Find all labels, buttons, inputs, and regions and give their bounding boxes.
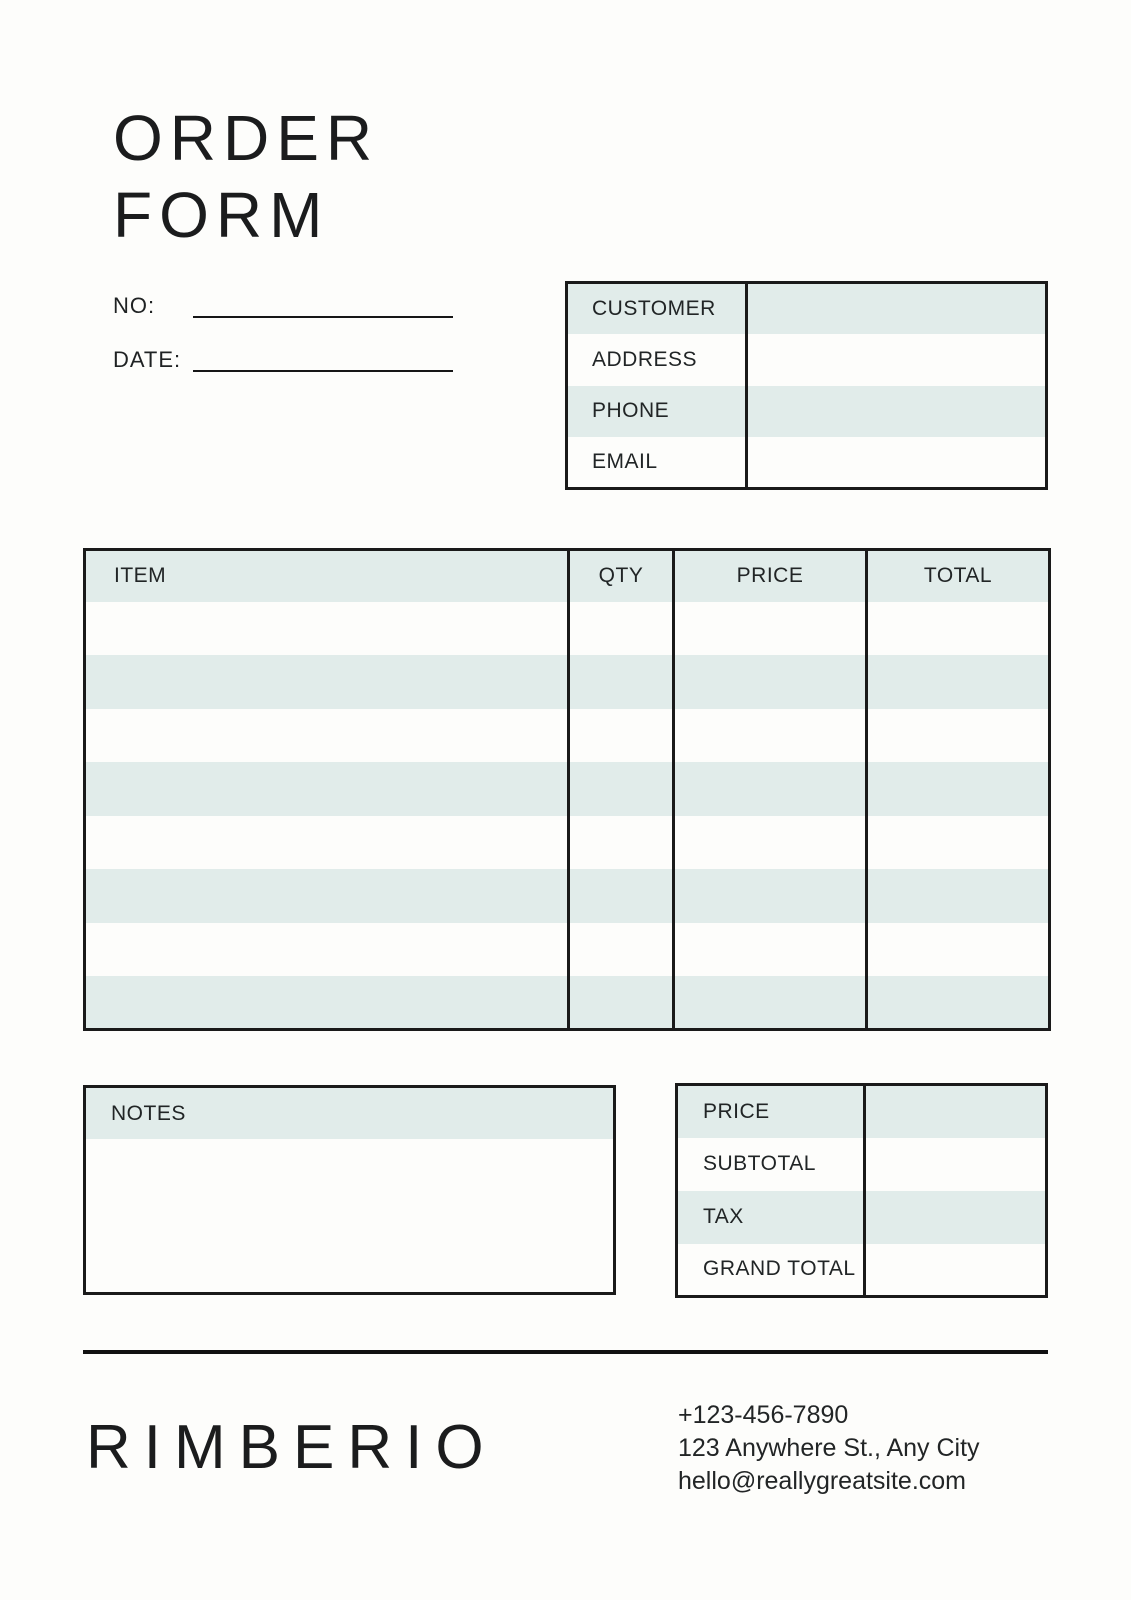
qty-cell[interactable] xyxy=(569,762,674,816)
qty-cell[interactable] xyxy=(569,655,674,709)
price-cell[interactable] xyxy=(674,709,867,763)
subtotal-row xyxy=(677,1138,1047,1191)
title-line-2: FORM xyxy=(113,179,330,251)
phone-value-field[interactable] xyxy=(747,386,1047,438)
footer-divider xyxy=(83,1350,1048,1354)
email-row xyxy=(567,437,1047,489)
qty-cell[interactable] xyxy=(569,602,674,656)
price-cell[interactable] xyxy=(674,869,867,923)
qty-column-header: QTY xyxy=(569,550,674,602)
price-value-field[interactable] xyxy=(865,1085,1047,1138)
order-date-field[interactable] xyxy=(193,347,453,372)
total-cell[interactable] xyxy=(867,655,1050,709)
price-cell[interactable] xyxy=(674,816,867,870)
tax-row xyxy=(677,1191,1047,1244)
item-cell[interactable] xyxy=(85,709,569,763)
total-cell[interactable] xyxy=(867,816,1050,870)
item-row xyxy=(85,655,1050,709)
notes-label: NOTES xyxy=(86,1088,613,1139)
price-cell[interactable] xyxy=(674,655,867,709)
items-header-row xyxy=(85,550,1050,602)
grand-total-value-field[interactable] xyxy=(865,1244,1047,1297)
price-label: PRICE xyxy=(677,1085,865,1138)
total-column-header: TOTAL xyxy=(867,550,1050,602)
qty-cell[interactable] xyxy=(569,816,674,870)
email-label: EMAIL xyxy=(567,437,747,489)
order-no-field[interactable] xyxy=(193,293,453,318)
item-cell[interactable] xyxy=(85,869,569,923)
item-row xyxy=(85,923,1050,977)
item-row xyxy=(85,602,1050,656)
price-cell[interactable] xyxy=(674,923,867,977)
grand-total-label: GRAND TOTAL xyxy=(677,1244,865,1297)
item-cell[interactable] xyxy=(85,816,569,870)
item-row xyxy=(85,762,1050,816)
item-cell[interactable] xyxy=(85,976,569,1030)
tax-label: TAX xyxy=(677,1191,865,1244)
item-cell[interactable] xyxy=(85,923,569,977)
notes-input-area[interactable] xyxy=(86,1139,613,1292)
address-value-field[interactable] xyxy=(747,334,1047,386)
price-column-header: PRICE xyxy=(674,550,867,602)
title-line-1: ORDER xyxy=(113,102,380,174)
totals-table xyxy=(675,1083,1048,1298)
item-cell[interactable] xyxy=(85,602,569,656)
price-cell[interactable] xyxy=(674,762,867,816)
subtotal-label: SUBTOTAL xyxy=(677,1138,865,1191)
qty-cell[interactable] xyxy=(569,709,674,763)
page-title xyxy=(113,100,379,254)
price-row xyxy=(677,1085,1047,1138)
phone-label: PHONE xyxy=(567,386,747,438)
customer-label: CUSTOMER xyxy=(567,283,747,335)
item-row xyxy=(85,869,1050,923)
customer-info-table xyxy=(565,281,1048,490)
contact-address: 123 Anywhere St., Any City xyxy=(678,1434,980,1462)
price-cell[interactable] xyxy=(674,602,867,656)
subtotal-value-field[interactable] xyxy=(865,1138,1047,1191)
contact-info xyxy=(678,1399,980,1498)
qty-cell[interactable] xyxy=(569,923,674,977)
tax-value-field[interactable] xyxy=(865,1191,1047,1244)
customer-row xyxy=(567,283,1047,335)
total-cell[interactable] xyxy=(867,709,1050,763)
total-cell[interactable] xyxy=(867,923,1050,977)
item-row xyxy=(85,709,1050,763)
address-label: ADDRESS xyxy=(567,334,747,386)
qty-cell[interactable] xyxy=(569,976,674,1030)
price-cell[interactable] xyxy=(674,976,867,1030)
email-value-field[interactable] xyxy=(747,437,1047,489)
order-date-label: DATE: xyxy=(113,347,182,372)
items-table xyxy=(83,548,1051,1031)
customer-value-field[interactable] xyxy=(747,283,1047,335)
address-row xyxy=(567,334,1047,386)
item-row xyxy=(85,976,1050,1030)
grand-total-row xyxy=(677,1244,1047,1297)
qty-cell[interactable] xyxy=(569,869,674,923)
total-cell[interactable] xyxy=(867,869,1050,923)
contact-email: hello@reallygreatsite.com xyxy=(678,1467,967,1495)
company-logo-text: RIMBERIO xyxy=(86,1413,497,1482)
item-cell[interactable] xyxy=(85,655,569,709)
item-row xyxy=(85,816,1050,870)
notes-box xyxy=(83,1085,616,1295)
item-column-header: ITEM xyxy=(114,564,167,588)
order-no-label: NO: xyxy=(113,293,156,318)
total-cell[interactable] xyxy=(867,976,1050,1030)
total-cell[interactable] xyxy=(867,602,1050,656)
total-cell[interactable] xyxy=(867,762,1050,816)
phone-row xyxy=(567,386,1047,438)
contact-phone: +123-456-7890 xyxy=(678,1401,849,1429)
item-cell[interactable] xyxy=(85,762,569,816)
